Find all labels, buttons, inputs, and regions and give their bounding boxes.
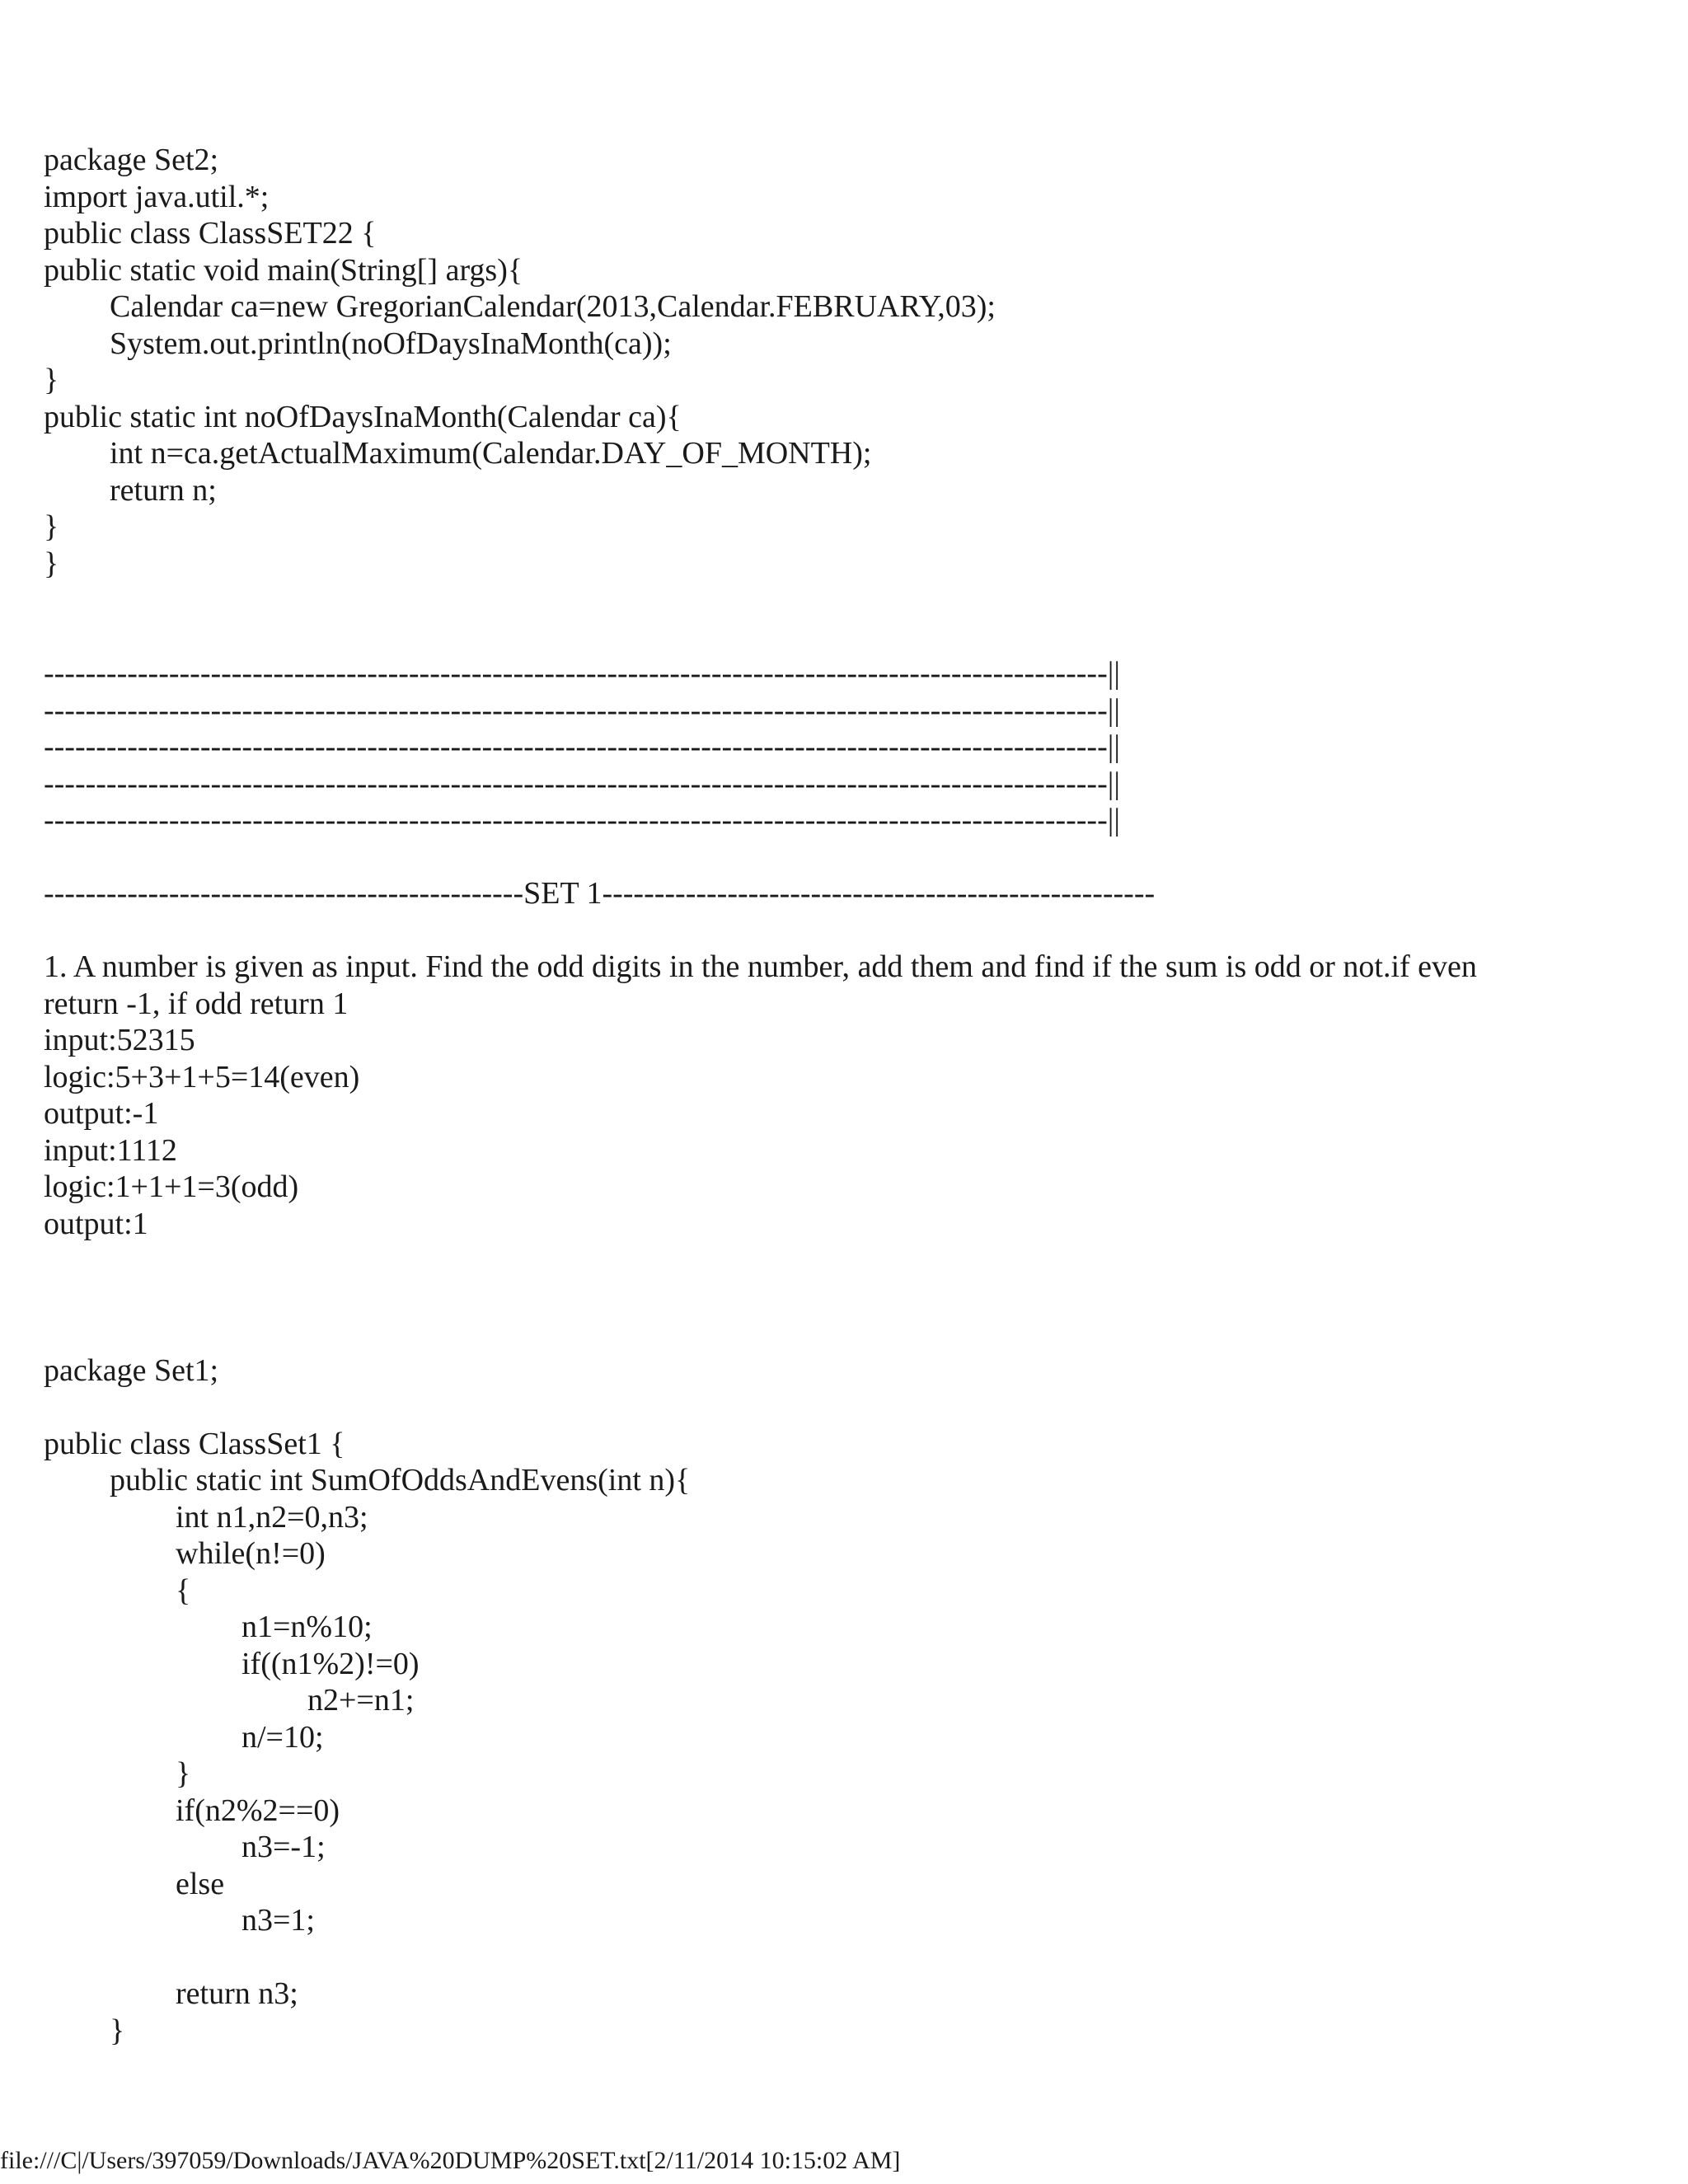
set-heading: ----------------------------------------------SET 1----------------------------------------------------- (44, 876, 1156, 911)
separator-line: ------------------------------------------------------------------------------------------------------|| (44, 692, 1120, 728)
problem-text: 1. A number is given as input. Find the odd digits in the number, add them and find if the sum is odd or not.if even (44, 949, 1477, 984)
code-line: n3=1; (241, 1903, 315, 1938)
code-line: if((n1%2)!=0) (241, 1646, 420, 1681)
code-line: n2+=n1; (307, 1683, 415, 1718)
separator-line: ------------------------------------------------------------------------------------------------------|| (44, 656, 1120, 691)
separator-block (44, 655, 1659, 839)
code-line: System.out.println(noOfDaysInaMonth(ca)); (110, 326, 672, 361)
code-line: if(n2%2==0) (176, 1793, 340, 1828)
code-line: return n3; (176, 1976, 298, 2011)
document-body (44, 142, 1659, 2049)
code-line: public static int noOfDaysInaMonth(Calendar ca){ (44, 399, 682, 434)
code-line: return n; (110, 472, 217, 508)
example-line: input:1112 (44, 1132, 177, 1168)
page-footer-url: file:///C|/Users/397059/Downloads/JAVA%20DUMP%20SET.txt[2/11/2014 10:15:02 AM] (0, 2147, 901, 2174)
code-block-set2 (44, 142, 1659, 582)
separator-line: ------------------------------------------------------------------------------------------------------|| (44, 766, 1120, 801)
code-line: public class ClassSET22 { (44, 216, 377, 251)
separator-line: ------------------------------------------------------------------------------------------------------|| (44, 803, 1120, 837)
code-line: else (176, 1866, 225, 1901)
code-line: package Set2; (44, 143, 219, 177)
code-line: n3=-1; (241, 1830, 326, 1864)
code-line: public static void main(String[] args){ (44, 252, 523, 288)
code-line: int n=ca.getActualMaximum(Calendar.DAY_OF_MONTH); (110, 436, 872, 471)
problem-text: return -1, if odd return 1 (44, 986, 349, 1021)
code-line: } (110, 2013, 125, 2048)
example-line: logic:5+3+1+5=14(even) (44, 1059, 360, 1094)
code-line (44, 1939, 1659, 1976)
code-line (44, 1389, 1659, 1426)
code-line: n/=10; (241, 1719, 324, 1755)
example-line: logic:1+1+1=3(odd) (44, 1169, 299, 1204)
code-line: import java.util.*; (44, 179, 270, 214)
code-line: while(n!=0) (176, 1536, 326, 1571)
code-block-set1 (44, 1352, 1659, 2050)
code-line: { (176, 1572, 191, 1608)
code-line: public class ClassSet1 { (44, 1426, 345, 1461)
example-line: output:-1 (44, 1096, 159, 1131)
code-line: } (176, 1756, 191, 1791)
code-line: n1=n%10; (241, 1610, 373, 1644)
code-line: public static int SumOfOddsAndEvens(int n){ (110, 1463, 691, 1497)
problem-statement (44, 949, 1659, 1242)
code-line: } (44, 546, 59, 581)
code-line: } (44, 509, 59, 544)
code-line: Calendar ca=new GregorianCalendar(2013,Calendar.FEBRUARY,03); (110, 289, 996, 324)
example-line: output:1 (44, 1206, 148, 1241)
example-line: input:52315 (44, 1023, 195, 1057)
code-line: int n1,n2=0,n3; (176, 1499, 368, 1535)
separator-line: ------------------------------------------------------------------------------------------------------|| (44, 729, 1120, 764)
code-line: package Set1; (44, 1352, 219, 1388)
code-line: } (44, 363, 59, 397)
